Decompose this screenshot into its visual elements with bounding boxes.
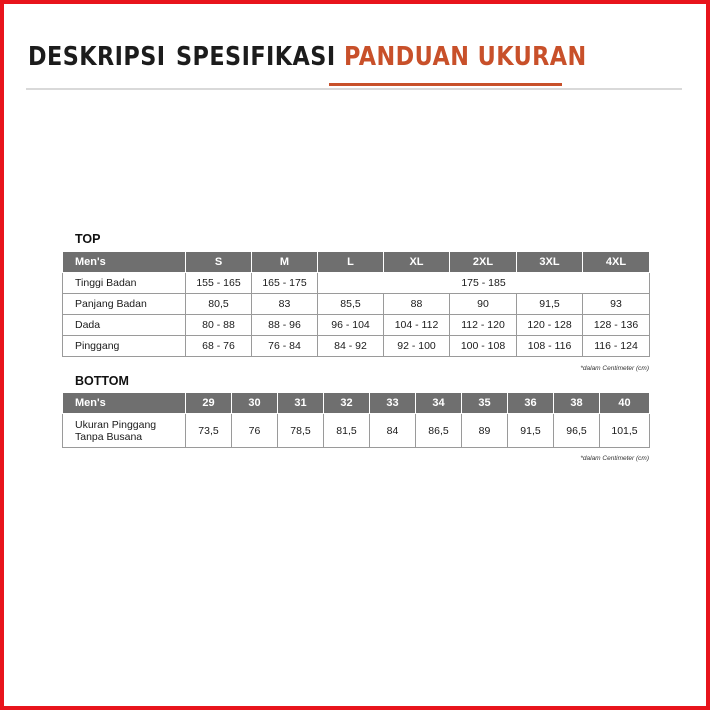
table-cell: 100 - 108 xyxy=(450,336,517,357)
row-label-line: Tanpa Busana xyxy=(75,430,143,443)
row-label: Tinggi Badan xyxy=(63,273,186,294)
bottom-size-table xyxy=(62,392,650,448)
table-cell: 101,5 xyxy=(600,414,650,448)
column-header: 2XL xyxy=(450,252,517,273)
table-row xyxy=(63,294,650,315)
bottom-unit-note: *dalam Centimeter (cm) xyxy=(580,455,649,462)
table-cell: 73,5 xyxy=(186,414,232,448)
table-cell: 86,5 xyxy=(416,414,462,448)
top-unit-note: *dalam Centimeter (cm) xyxy=(580,365,649,372)
top-section-title: TOP xyxy=(75,232,101,246)
tab-bar xyxy=(26,36,682,90)
table-cell: 89 xyxy=(462,414,508,448)
table-row xyxy=(63,336,650,357)
column-header: L xyxy=(318,252,384,273)
column-header: 3XL xyxy=(517,252,583,273)
table-cell: 104 - 112 xyxy=(384,315,450,336)
column-header: 35 xyxy=(462,393,508,414)
table-cell: 88 - 96 xyxy=(252,315,318,336)
table-cell: 85,5 xyxy=(318,294,384,315)
column-header: 4XL xyxy=(583,252,650,273)
table-cell: 96 - 104 xyxy=(318,315,384,336)
row-label xyxy=(63,414,186,448)
table-cell: 83 xyxy=(252,294,318,315)
table-cell: 90 xyxy=(450,294,517,315)
table-cell: 76 - 84 xyxy=(252,336,318,357)
column-header: 36 xyxy=(508,393,554,414)
table-header-row xyxy=(63,393,650,414)
row-label: Pinggang xyxy=(63,336,186,357)
column-header: 34 xyxy=(416,393,462,414)
table-cell: 84 xyxy=(370,414,416,448)
top-size-table xyxy=(62,251,650,357)
table-cell: 78,5 xyxy=(278,414,324,448)
table-cell: 116 - 124 xyxy=(583,336,650,357)
table-cell: 155 - 165 xyxy=(186,273,252,294)
bottom-section-title: BOTTOM xyxy=(75,374,129,388)
table-cell: 91,5 xyxy=(508,414,554,448)
table-header-row xyxy=(63,252,650,273)
column-header: XL xyxy=(384,252,450,273)
table-cell: 68 - 76 xyxy=(186,336,252,357)
column-header: 30 xyxy=(232,393,278,414)
column-header: 38 xyxy=(554,393,600,414)
table-cell: 96,5 xyxy=(554,414,600,448)
table-row xyxy=(63,414,650,448)
table-cell: 91,5 xyxy=(517,294,583,315)
column-header: 31 xyxy=(278,393,324,414)
table-row xyxy=(63,315,650,336)
table-cell: 128 - 136 xyxy=(583,315,650,336)
table-cell-merged: 175 - 185 xyxy=(318,273,650,294)
table-cell: 112 - 120 xyxy=(450,315,517,336)
tab-spesifikasi[interactable]: SPESIFIKASI xyxy=(176,42,336,72)
column-header: 32 xyxy=(324,393,370,414)
table-cell: 80 - 88 xyxy=(186,315,252,336)
table-cell: 84 - 92 xyxy=(318,336,384,357)
table-cell: 92 - 100 xyxy=(384,336,450,357)
column-header: M xyxy=(252,252,318,273)
column-header: 40 xyxy=(600,393,650,414)
table-cell: 81,5 xyxy=(324,414,370,448)
column-header: Men's xyxy=(63,393,186,414)
column-header: S xyxy=(186,252,252,273)
tab-panduan-ukuran[interactable]: PANDUAN UKURAN xyxy=(344,42,587,72)
table-cell: 108 - 116 xyxy=(517,336,583,357)
row-label: Panjang Badan xyxy=(63,294,186,315)
table-cell: 80,5 xyxy=(186,294,252,315)
active-tab-underline xyxy=(329,83,562,86)
table-cell: 120 - 128 xyxy=(517,315,583,336)
table-cell: 165 - 175 xyxy=(252,273,318,294)
tab-deskripsi[interactable]: DESKRIPSI xyxy=(28,42,166,72)
table-cell: 88 xyxy=(384,294,450,315)
row-label-line: Ukuran Pinggang xyxy=(75,418,157,431)
table-cell: 76 xyxy=(232,414,278,448)
column-header: 33 xyxy=(370,393,416,414)
column-header: 29 xyxy=(186,393,232,414)
table-row xyxy=(63,273,650,294)
row-label: Dada xyxy=(63,315,186,336)
column-header: Men's xyxy=(63,252,186,273)
table-cell: 93 xyxy=(583,294,650,315)
